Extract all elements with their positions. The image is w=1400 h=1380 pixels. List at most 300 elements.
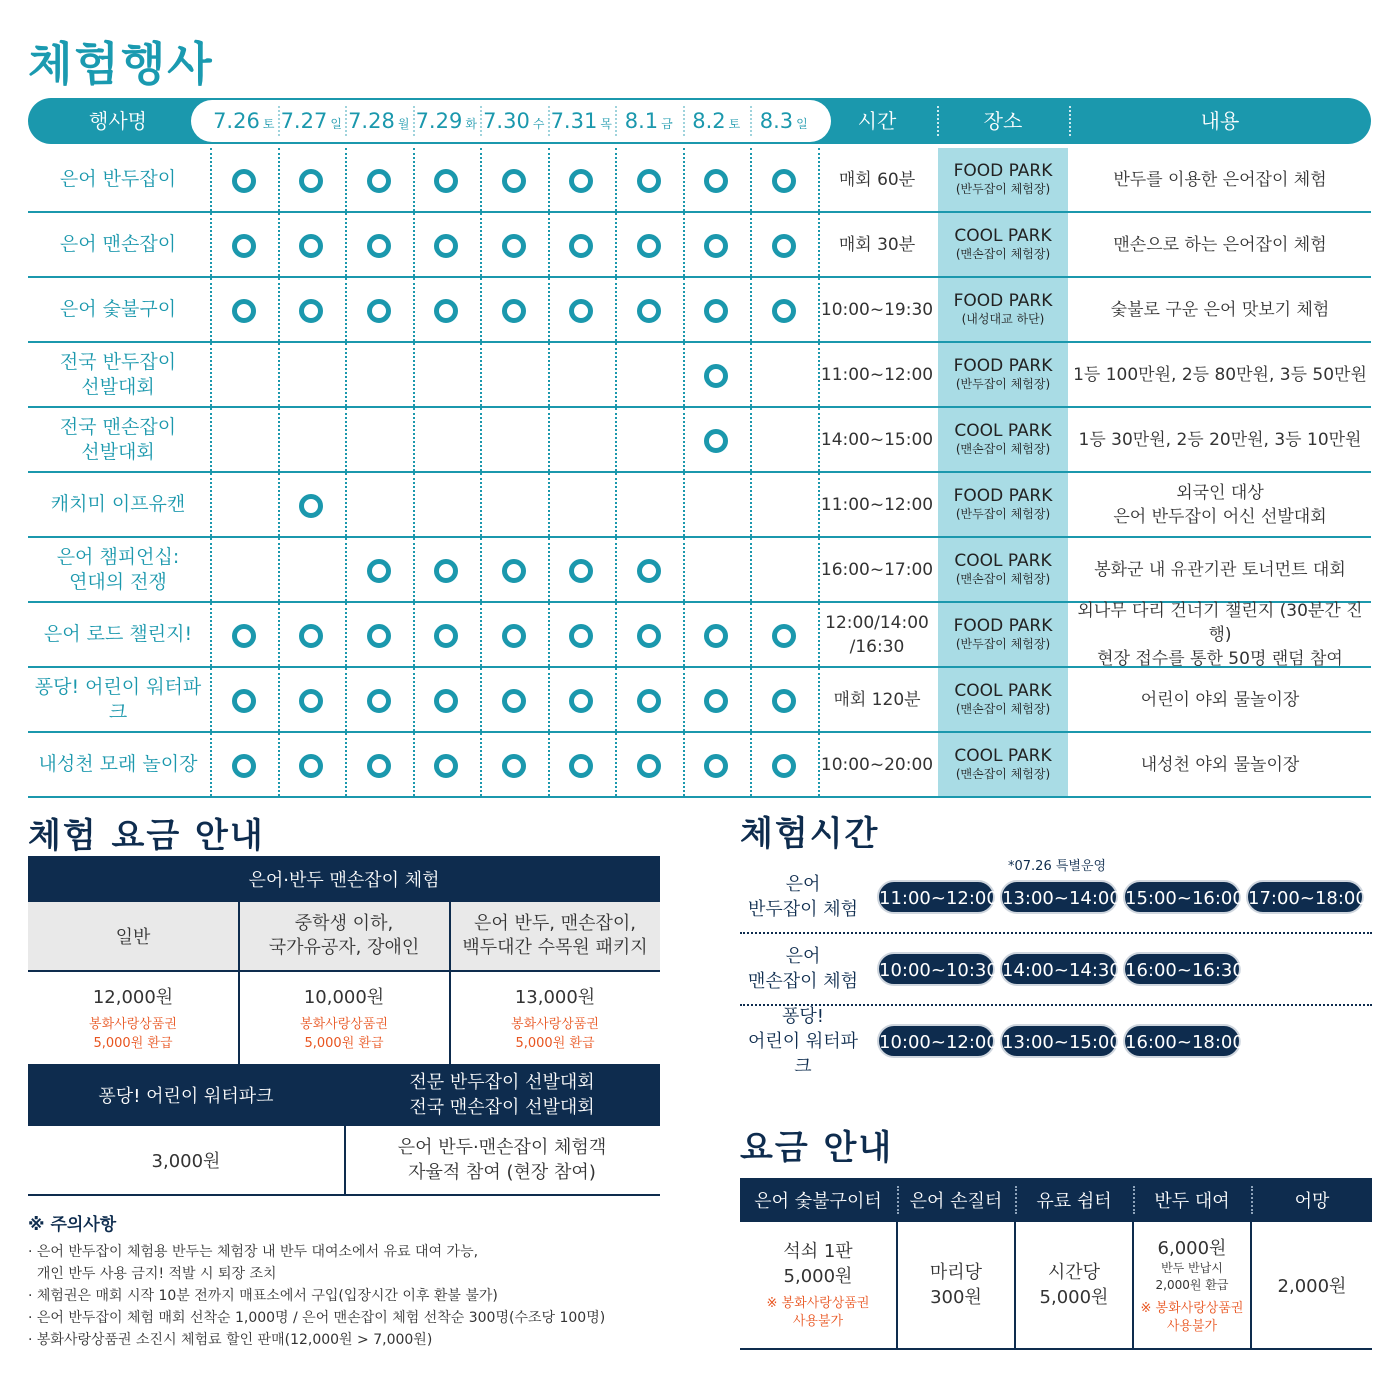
event-place: [938, 343, 1068, 406]
event-description: 반두를 이용한 은어잡이 체험: [1113, 169, 1327, 190]
scheduled-mark: [367, 559, 391, 583]
column-divider: [548, 278, 550, 341]
scheduled-mark: [637, 234, 661, 258]
scheduled-mark: [367, 689, 391, 713]
scheduled-mark: [299, 234, 323, 258]
event-name: 은어 로드 챌린지!: [43, 623, 193, 645]
date-divider: [480, 106, 482, 136]
weekday-label: 일: [796, 117, 808, 131]
place-detail: (반두잡이 체험장): [955, 637, 1051, 651]
event-place: [938, 408, 1068, 471]
event-place: [938, 213, 1068, 276]
fee-col-discount: 중학생 이하, 국가유공자, 장애인: [239, 902, 449, 970]
date-divider: [413, 106, 415, 136]
column-divider: [210, 603, 212, 666]
scheduled-mark: [569, 559, 593, 583]
date-label: 7.31: [550, 109, 598, 133]
column-divider: [548, 343, 550, 406]
rate-vrule: [1250, 1222, 1252, 1348]
date-label: 7.27: [280, 109, 328, 133]
event-schedule-table: [28, 98, 1371, 798]
column-divider: [548, 538, 550, 601]
rate-head: 은어 숯불구이터: [754, 1191, 882, 1212]
column-divider: [615, 343, 617, 406]
column-divider: [750, 603, 752, 666]
event-place: [938, 473, 1068, 536]
scheduled-mark: [637, 559, 661, 583]
schedule-row: [28, 538, 1371, 603]
scheduled-mark: [637, 754, 661, 778]
scheduled-mark: [704, 364, 728, 388]
event-description: 외국인 대상 은어 반두잡이 어신 선발대회: [1113, 482, 1327, 527]
event-name: 퐁당! 어린이 워터파크: [34, 675, 202, 723]
place-detail: (맨손잡이 체험장): [955, 442, 1051, 456]
scheduled-mark: [704, 689, 728, 713]
rate-head: 반두 대여: [1154, 1191, 1230, 1212]
scheduled-mark: [232, 234, 256, 258]
date-header-3: [413, 98, 481, 144]
scheduled-mark: [434, 559, 458, 583]
event-time: 11:00~12:00: [820, 364, 934, 385]
column-divider: [278, 213, 280, 276]
event-name: 내성천 모래 놀이장: [38, 753, 198, 775]
date-divider: [615, 106, 617, 136]
time-slot: 15:00~16:00: [1123, 880, 1241, 914]
fee-col-package: 은어 반두, 맨손잡이, 백두대간 수목원 패키지: [450, 902, 660, 970]
column-divider: [210, 213, 212, 276]
column-divider: [413, 408, 415, 471]
column-divider: [750, 343, 752, 406]
column-divider: [683, 603, 685, 666]
scheduled-mark: [502, 559, 526, 583]
fee-bottom-rule: [28, 1194, 660, 1196]
event-description: 내성천 야외 물놀이장: [1140, 754, 1300, 775]
event-place: [938, 538, 1068, 601]
scheduled-mark: [637, 169, 661, 193]
date-label: 7.26: [213, 109, 260, 133]
time-slot: 17:00~18:00: [1246, 880, 1364, 914]
scheduled-mark: [502, 169, 526, 193]
place-name: FOOD PARK: [953, 291, 1053, 311]
column-divider: [548, 733, 550, 796]
scheduled-mark: [772, 754, 796, 778]
scheduled-mark: [569, 624, 593, 648]
times-title: 체험시간: [740, 814, 880, 854]
rates-title: 요금 안내: [740, 1128, 894, 1168]
column-divider: [750, 408, 752, 471]
event-time: 12:00/14:00 /16:30: [825, 612, 929, 657]
column-divider: [480, 343, 482, 406]
header-place: 장소: [983, 109, 1023, 133]
rate-head: 은어 손질터: [909, 1191, 1003, 1212]
scheduled-mark: [434, 624, 458, 648]
column-divider: [615, 538, 617, 601]
scheduled-mark: [434, 689, 458, 713]
note-line: · 봉화사랑상품권 소진시 체험료 할인 판매(12,000원 > 7,000원): [28, 1332, 433, 1348]
event-time: 매회 60분: [838, 169, 916, 190]
event-time: 10:00~20:00: [820, 754, 934, 775]
time-row-label: 은어 반두잡이 체험: [747, 874, 859, 920]
column-divider: [210, 473, 212, 536]
schedule-row: [28, 343, 1371, 408]
column-divider: [548, 603, 550, 666]
scheduled-mark: [299, 169, 323, 193]
rate-vrule: [1014, 1222, 1016, 1348]
column-divider: [480, 668, 482, 731]
column-divider: [210, 343, 212, 406]
date-header-2: [345, 98, 413, 144]
scheduled-mark: [704, 624, 728, 648]
fees-title: 체험 요금 안내: [28, 816, 265, 856]
weekday-label: 화: [465, 117, 477, 131]
scheduled-mark: [434, 754, 458, 778]
column-divider: [345, 538, 347, 601]
notes: [28, 1210, 688, 1351]
scheduled-mark: [569, 299, 593, 323]
rate-rest: 시간당 5,000원: [1039, 1262, 1109, 1308]
column-divider: [345, 213, 347, 276]
header-desc: 내용: [1200, 109, 1240, 133]
column-divider: [278, 603, 280, 666]
scheduled-mark: [772, 234, 796, 258]
fee-price-discount: 10,000원 봉화사랑상품권 5,000원 환급: [300, 987, 388, 1051]
scheduled-mark: [232, 624, 256, 648]
place-name: FOOD PARK: [953, 486, 1053, 506]
scheduled-mark: [232, 689, 256, 713]
scheduled-mark: [704, 754, 728, 778]
column-divider: [548, 408, 550, 471]
date-divider: [278, 106, 280, 136]
scheduled-mark: [569, 754, 593, 778]
scheduled-mark: [299, 494, 323, 518]
rate-head: 어망: [1294, 1191, 1330, 1212]
scheduled-mark: [704, 234, 728, 258]
column-divider: [480, 278, 482, 341]
column-divider: [345, 668, 347, 731]
column-divider: [750, 538, 752, 601]
time-slot: 10:00~10:30: [877, 952, 995, 986]
column-divider: [345, 148, 347, 211]
time-slot: 16:00~16:30: [1123, 952, 1241, 986]
column-divider: [413, 278, 415, 341]
special-note: *07.26 특별운영: [1008, 859, 1107, 874]
column-divider: [345, 343, 347, 406]
notes-title: ※ 주의사항: [28, 1215, 117, 1235]
place-detail: (맨손잡이 체험장): [955, 767, 1051, 781]
waterpark-price: 3,000원: [151, 1151, 221, 1172]
scheduled-mark: [569, 169, 593, 193]
column-divider: [683, 473, 685, 536]
date-header-6: [615, 98, 683, 144]
column-divider: [750, 213, 752, 276]
scheduled-mark: [772, 169, 796, 193]
scheduled-mark: [502, 689, 526, 713]
column-divider: [413, 603, 415, 666]
place-detail: (맨손잡이 체험장): [955, 702, 1051, 716]
scheduled-mark: [434, 234, 458, 258]
scheduled-mark: [232, 169, 256, 193]
contest-note: 은어 반두·맨손잡이 체험객 자율적 참여 (현장 참여): [397, 1137, 607, 1183]
scheduled-mark: [502, 234, 526, 258]
scheduled-mark: [434, 169, 458, 193]
column-divider: [278, 538, 280, 601]
event-name: 캐치미 이프유캔: [50, 493, 186, 515]
place-detail: (반두잡이 체험장): [955, 182, 1051, 196]
column-divider: [750, 278, 752, 341]
date-header-4: [480, 98, 548, 144]
note-line: · 은어 반두잡이 체험 매회 선착순 1,000명 / 은어 맨손잡이 체험 선착순 300명(수조당 100명): [28, 1310, 606, 1326]
scheduled-mark: [232, 754, 256, 778]
column-divider: [413, 733, 415, 796]
column-divider: [615, 473, 617, 536]
column-divider: [750, 668, 752, 731]
rate-bottom-rule: [740, 1348, 1372, 1350]
note-line: 개인 반두 사용 금지! 적발 시 퇴장 조치: [28, 1266, 277, 1282]
scheduled-mark: [367, 624, 391, 648]
column-divider: [615, 213, 617, 276]
column-divider: [683, 733, 685, 796]
schedule-row: [28, 733, 1371, 798]
place-name: COOL PARK: [954, 681, 1052, 701]
event-place: [938, 148, 1068, 211]
column-divider: [683, 148, 685, 211]
column-divider: [750, 148, 752, 211]
column-divider: [683, 343, 685, 406]
rate-head-divider: [1251, 1186, 1253, 1214]
schedule-row: [28, 473, 1371, 538]
fee-table-head: 은어·반두 맨손잡이 체험: [28, 856, 660, 902]
column-divider: [683, 668, 685, 731]
column-divider: [615, 668, 617, 731]
schedule-row: [28, 278, 1371, 343]
column-divider: [278, 148, 280, 211]
event-name: 은어 숯불구이: [59, 298, 177, 320]
event-name: 전국 맨손잡이 선발대회: [59, 415, 177, 463]
date-divider: [548, 106, 550, 136]
event-name: 은어 맨손잡이: [59, 233, 177, 255]
event-description: 맨손으로 하는 은어잡이 체험: [1113, 234, 1327, 255]
column-divider: [345, 603, 347, 666]
event-place: [938, 603, 1068, 666]
date-label: 7.28: [348, 109, 395, 133]
scheduled-mark: [502, 299, 526, 323]
event-time: 10:00~19:30: [820, 299, 934, 320]
contest-head: 전문 반두잡이 선발대회 전국 맨손잡이 선발대회: [344, 1064, 660, 1126]
weekday-label: 월: [397, 117, 410, 131]
weekday-label: 일: [330, 117, 342, 131]
column-divider: [345, 473, 347, 536]
column-divider: [683, 278, 685, 341]
column-divider: [750, 473, 752, 536]
schedule-header: [28, 98, 1371, 144]
scheduled-mark: [434, 299, 458, 323]
column-divider: [210, 733, 212, 796]
event-time: 11:00~12:00: [820, 494, 934, 515]
place-name: FOOD PARK: [953, 356, 1053, 376]
date-label: 8.3: [759, 109, 794, 133]
place-detail: (맨손잡이 체험장): [955, 247, 1051, 261]
header-time: 시간: [857, 109, 897, 133]
column-divider: [615, 148, 617, 211]
column-divider: [345, 278, 347, 341]
time-table: [740, 862, 1372, 1077]
column-divider: [278, 733, 280, 796]
place-name: COOL PARK: [954, 226, 1052, 246]
date-header-7: [683, 98, 751, 144]
date-header-8: [750, 98, 818, 144]
scheduled-mark: [299, 624, 323, 648]
date-divider: [683, 106, 685, 136]
scheduled-mark: [299, 299, 323, 323]
rate-head: 유료 쉼터: [1036, 1191, 1112, 1212]
weekday-label: 목: [600, 117, 612, 131]
column-divider: [480, 733, 482, 796]
weekday-label: 금: [661, 117, 673, 131]
event-time: 16:00~17:00: [820, 559, 934, 580]
column-divider: [278, 278, 280, 341]
column-divider: [480, 148, 482, 211]
event-time: 14:00~15:00: [820, 429, 934, 450]
date-header-1: [278, 98, 346, 144]
date-header-5: [548, 98, 616, 144]
place-name: COOL PARK: [954, 421, 1052, 441]
time-row-label: 퐁당! 어린이 워터파크: [747, 1005, 859, 1077]
note-line: · 체험권은 매회 시작 10분 전까지 매표소에서 구입(입장시간 이후 환불 불가): [28, 1288, 498, 1304]
rate-fishnet: 2,000원: [1277, 1276, 1347, 1297]
note-line: · 은어 반두잡이 체험용 반두는 체험장 내 반두 대여소에서 유료 대여 가능,: [28, 1244, 479, 1260]
rate-head-divider: [897, 1186, 899, 1214]
rates-table: [740, 1178, 1372, 1350]
place-detail: (반두잡이 체험장): [955, 377, 1051, 391]
column-divider: [683, 538, 685, 601]
column-divider: [548, 473, 550, 536]
place-name: FOOD PARK: [953, 616, 1053, 636]
column-divider: [615, 278, 617, 341]
scheduled-mark: [772, 689, 796, 713]
scheduled-mark: [367, 169, 391, 193]
scheduled-mark: [299, 689, 323, 713]
scheduled-mark: [772, 299, 796, 323]
rate-head-divider: [1133, 1186, 1135, 1214]
rate-grill: 석쇠 1판 5,000원 ※ 봉화사랑상품권 사용불가: [766, 1241, 870, 1329]
column-divider: [413, 148, 415, 211]
rate-vrule: [896, 1222, 898, 1348]
event-description: 1등 30만원, 2등 20만원, 3등 10만원: [1078, 429, 1362, 450]
date-divider: [345, 106, 347, 136]
event-description: 어린이 야외 물놀이장: [1140, 689, 1300, 710]
column-divider: [548, 213, 550, 276]
scheduled-mark: [772, 624, 796, 648]
events-title: 체험행사: [28, 37, 214, 91]
time-row-label: 은어 맨손잡이 체험: [747, 946, 859, 992]
column-divider: [345, 408, 347, 471]
date-label: 7.30: [483, 109, 530, 133]
event-description: 1등 100만원, 2등 80만원, 3등 50만원: [1073, 364, 1367, 385]
column-divider: [480, 213, 482, 276]
scheduled-mark: [367, 299, 391, 323]
event-place: [938, 278, 1068, 341]
schedule-row: [28, 668, 1371, 733]
time-slot: 14:00~14:30: [1000, 952, 1118, 986]
schedule-row: [28, 148, 1371, 213]
column-divider: [413, 213, 415, 276]
scheduled-mark: [637, 299, 661, 323]
scheduled-mark: [569, 234, 593, 258]
place-name: COOL PARK: [954, 746, 1052, 766]
scheduled-mark: [299, 754, 323, 778]
time-slot: 10:00~12:00: [877, 1024, 995, 1058]
place-detail: (내성대교 하단): [961, 312, 1045, 326]
fee-price-general: 12,000원 봉화사랑상품권 5,000원 환급: [89, 987, 177, 1051]
date-label: 8.2: [692, 109, 726, 133]
column-divider: [413, 343, 415, 406]
schedule-row: [28, 408, 1371, 473]
time-slot: 16:00~18:00: [1123, 1024, 1241, 1058]
event-time: 매회 120분: [833, 689, 921, 710]
column-divider: [278, 343, 280, 406]
column-divider: [413, 473, 415, 536]
schedule-row: [28, 600, 1371, 669]
date-header-0: [210, 98, 278, 144]
weekday-label: 수: [532, 117, 545, 131]
rate-head-divider: [1015, 1186, 1017, 1214]
event-time: 매회 30분: [838, 234, 916, 255]
time-slot: 13:00~14:00: [1000, 880, 1118, 914]
column-divider: [480, 473, 482, 536]
column-divider: [480, 603, 482, 666]
column-divider: [413, 538, 415, 601]
weekday-label: 토: [728, 117, 741, 131]
column-divider: [480, 538, 482, 601]
column-divider: [210, 538, 212, 601]
column-divider: [210, 278, 212, 341]
column-divider: [210, 148, 212, 211]
column-divider: [615, 408, 617, 471]
column-divider: [278, 473, 280, 536]
column-divider: [615, 733, 617, 796]
place-name: FOOD PARK: [953, 161, 1053, 181]
scheduled-mark: [367, 234, 391, 258]
column-divider: [210, 668, 212, 731]
schedule-row: [28, 213, 1371, 278]
column-divider: [278, 408, 280, 471]
date-label: 8.1: [624, 109, 659, 133]
event-name: 은어 반두잡이: [59, 168, 177, 190]
date-divider: [750, 106, 752, 136]
column-divider: [480, 408, 482, 471]
scheduled-mark: [569, 689, 593, 713]
event-name: 전국 반두잡이 선발대회: [59, 350, 177, 398]
fee-table: [28, 856, 660, 1196]
event-description: 숯불로 구운 은어 맛보기 체험: [1110, 299, 1330, 320]
column-divider: [615, 603, 617, 666]
rate-net-rental: 6,000원 반두 반납시 2,000원 환급 ※ 봉화사랑상품권 사용불가: [1140, 1238, 1244, 1334]
fee-col-general: 일반: [28, 902, 238, 970]
column-divider: [548, 668, 550, 731]
scheduled-mark: [704, 169, 728, 193]
fee-price-package: 13,000원 봉화사랑상품권 5,000원 환급: [511, 987, 599, 1051]
column-divider: [548, 148, 550, 211]
column-divider: [683, 408, 685, 471]
scheduled-mark: [367, 754, 391, 778]
event-place: [938, 733, 1068, 796]
scheduled-mark: [704, 429, 728, 453]
scheduled-mark: [502, 754, 526, 778]
header-name: 행사명: [89, 109, 147, 133]
column-divider: [750, 733, 752, 796]
rate-vrule: [1132, 1222, 1134, 1348]
column-divider: [683, 213, 685, 276]
